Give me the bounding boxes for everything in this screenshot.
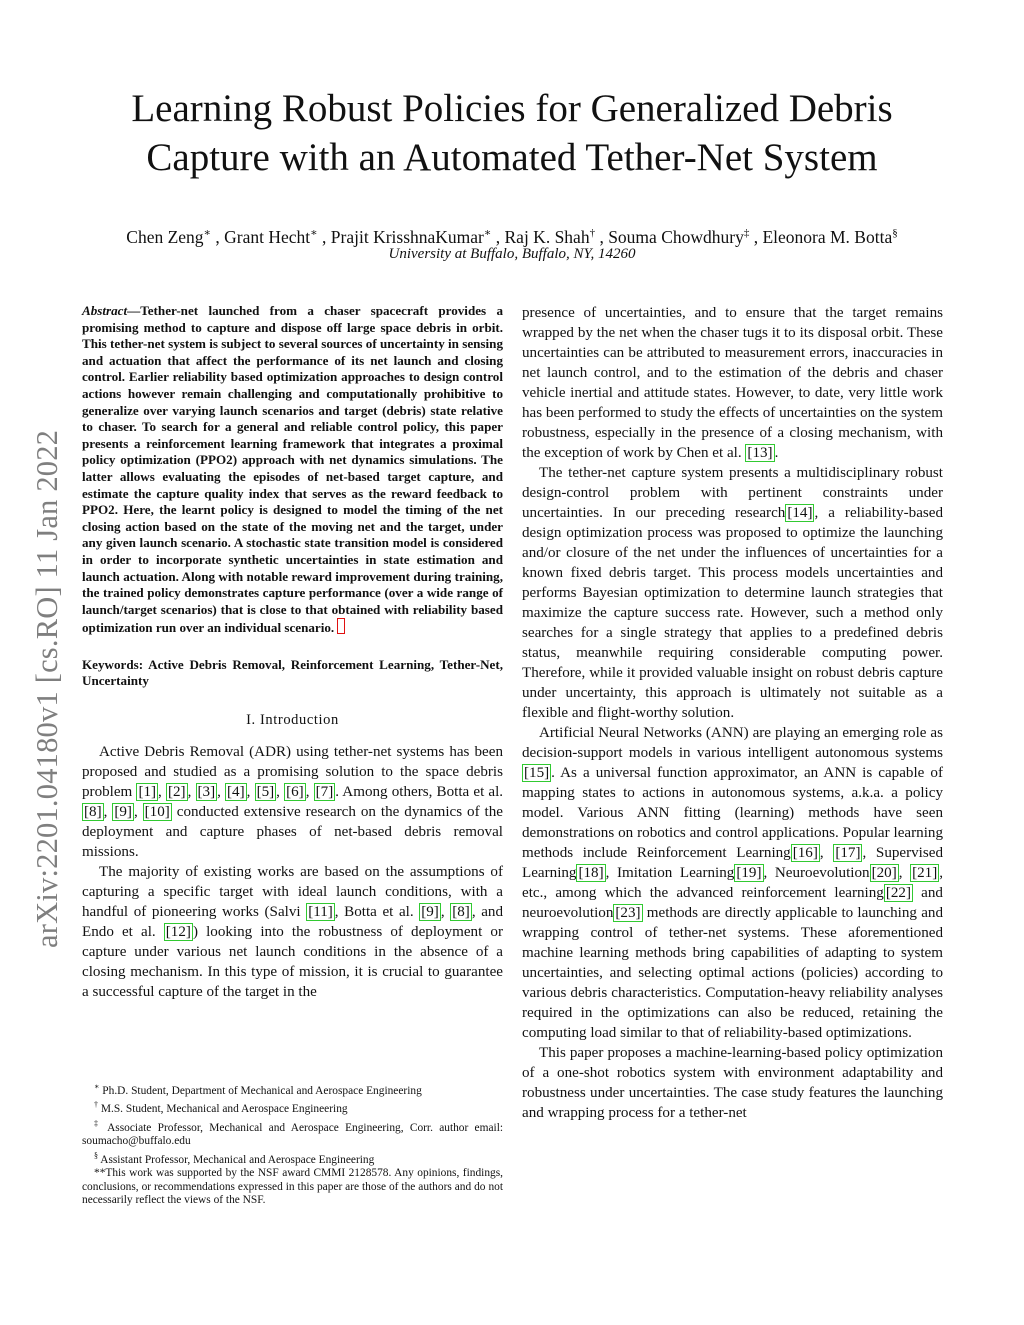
citation-link[interactable]: [15]: [524, 765, 550, 781]
citation-link[interactable]: [13]: [747, 445, 773, 461]
citation-link[interactable]: [21]: [912, 865, 938, 881]
title-line-2: Capture with an Automated Tether-Net System: [146, 136, 878, 179]
citation-link[interactable]: [7]: [315, 784, 334, 801]
author: Raj K. Shah†: [504, 226, 596, 247]
citation-link[interactable]: [1]: [138, 784, 157, 801]
abstract: [82, 303, 503, 637]
citation-link[interactable]: [18]: [578, 865, 604, 881]
author: Chen Zeng∗: [126, 226, 212, 247]
abstract-text: —Tether-net launched from a chaser spacecraft provides a promising method to capture and dispose off large space debris in orbit. This tether-net system is subject to several sources of uncertainty in sensing and actuation that affect the performance of its net launch and closing control. Earlier reliability based optimization approaches to design control actions however remain challenging and computationally prohibitive to generalize over varying launch scenarios and target (debris) state relative to chaser. To search for a general and reliable control policy, this paper presents a reinforcement learning framework that integrates a proximal policy optimization (PPO2) approach with net dynamics simulations. The latter allows evaluating the episodes of net-based target capture, and estimate the capture quality index that serves as the reward feedback to PPO2. Here, the learnt policy is designed to model the timing of the net closing action based on the state of the moving net and the target, under any given launch scenario. A stochastic state transition model is considered in order to incorporate synthetic uncertainties in state estimation and launch actuation. Along with notable reward improvement during training, the trained policy demonstrates capture performance (over a wide range of launch/target scenarios) that is close to that obtained with reliability based optimization run over an individual scenario.: [82, 303, 503, 636]
citation-link[interactable]: [20]: [871, 865, 897, 881]
citation-link[interactable]: [10]: [144, 804, 170, 821]
citation-link[interactable]: [9]: [421, 904, 439, 921]
arxiv-identifier: arXiv:2201.04180v1 [cs.RO] 11 Jan 2022: [30, 429, 64, 948]
author: Eleonora M. Botta§: [762, 226, 898, 247]
author: Souma Chowdhury‡: [608, 226, 750, 247]
footnote: § Assistant Professor, Mechanical and Aerospace Engineering: [94, 1150, 375, 1166]
citation-link[interactable]: [23]: [615, 905, 641, 921]
citation-link[interactable]: [17]: [835, 845, 861, 861]
body-paragraph: presence of uncertainties, and to ensure that the target remains wrapped by the net when the chaser tugs it to its disposal orbit. These uncertainties can be attributed to measurement errors, inaccuracies in net launch control, and to the estimation of the debris and chaser vehicle inertial and attitude states. However, to date, very little work has been performed to study the effects of uncertainties on the system robustness, especially in the presence of a closing mechanism, with the exception of work by Chen et al. [13] .: [522, 305, 943, 461]
footnote: ∗ Ph.D. Student, Department of Mechanical and Aerospace Engineering: [94, 1082, 422, 1097]
citation-link[interactable]: [12]: [165, 924, 191, 941]
citation-link[interactable]: [8]: [84, 804, 102, 821]
footnote: **This work was supported by the NSF award CMMI 2128578. Any opinions, findings, conclusions, or recommendations expressed in this paper are those of the authors and do not necessarily reflect the views of the NSF.: [82, 1167, 503, 1207]
citation-link-box[interactable]: [337, 618, 345, 634]
left-column: [82, 303, 503, 1002]
citation-link[interactable]: [16]: [792, 845, 818, 861]
citation-link[interactable]: [5]: [256, 784, 275, 801]
author: Grant Hecht∗: [224, 226, 318, 247]
right-column: [522, 303, 943, 1123]
citation-link[interactable]: [6]: [286, 784, 304, 801]
footnote: † M.S. Student, Mechanical and Aerospace Engineering: [94, 1100, 348, 1116]
citation-link[interactable]: [14]: [787, 505, 813, 521]
body-paragraph: Artificial Neural Networks (ANN) are playing an emerging role as decision-support models in various intelligent autonomous systems [15] . As a universal function approximator, an ANN is capable of mapping states to actions in autonomous systems, a.k.a. a policy model. Various ANN fitting (learning) methods have seen demonstrations on robotics and control applications. Popular learning methods include Reinforcement Learning [16] , [17] , Supervised Learning [18] , Imitation Learning [19] , Neuroevolution [20] , [21] , etc., among which the advanced reinforcement learning [22] and neuroevolution [23] methods are directly applicable to launching and wrapping control of tether-net systems. These aforementioned machine learning methods bring capabilities of adapting to system uncertainties, and selecting optimal actions (policies) according to various debris characteristics. Computation-heavy reliability analyses required in the optimizations can also be reduced, retaining the computing load similar to that of reliability-based optimizations.: [522, 725, 944, 1041]
body-paragraph: The tether-net capture system presents a multidisciplinary robust design-control problem with pertinent constraints under uncertainties. In our preceding research [14] , a reliability-based design optimization process was proposed to optimize the launching and/or closure of the net under the influences of uncertainties for a known fixed debris target. This process models uncertainties and performs Bayesian optimization to determine launch strategies that maximize the capture success rate. However, such a method only searches for a single strategy that applies to a predefined debris status, meanwhile requiring considerable computing power. Therefore, while it provided valuable insight on robust debris capture under uncertainty, this approach is ultimately not suitable as a flexible and flight-worthy solution.: [522, 465, 944, 721]
citation-link[interactable]: [19]: [736, 865, 762, 881]
author: Prajit KrisshnaKumar∗: [330, 226, 492, 247]
citation-link[interactable]: [8]: [452, 904, 470, 921]
citation-link[interactable]: [11]: [308, 904, 333, 921]
affiliation: University at Buffalo, Buffalo, NY, 14260: [388, 246, 636, 262]
citation-link[interactable]: [3]: [197, 784, 216, 801]
citation-link[interactable]: [4]: [227, 784, 245, 801]
citation-link[interactable]: [22]: [885, 885, 911, 901]
citation-link[interactable]: [9]: [114, 804, 132, 821]
title-line-1: Learning Robust Policies for Generalized Debris: [131, 87, 893, 130]
paper-title: [60, 84, 964, 182]
keywords: Keywords: Active Debris Removal, Reinforcement Learning, Tether-Net, Uncertainty: [82, 656, 503, 689]
footnotes: [82, 1080, 503, 1208]
abstract-label: Abstract: [82, 303, 128, 318]
intro-paragraph: The majority of existing works are based on the assumptions of capturing a specific target with ideal launch conditions, with a handful of pioneering works (Salvi [11] , Botta et al. [9] , [8] , and Endo et al. [12] ) looking into the robustness of deployment or capture under various net launch conditions in the absence of a closing mechanism. In this type of mission, it is crucial to guarantee a successful capture of the target in the: [82, 864, 503, 1001]
intro-paragraph: Active Debris Removal (ADR) using tether-net systems has been proposed and studied as a promising solution to the space debris problem [1] , [2] , [3] , [4] , [5] , [6] , [7] . Among others, Botta et al. [8] , [9] , [10] conducted extensive research on the dynamics of the deployment and capture phases of net-based debris removal missions.: [82, 744, 504, 861]
section-heading-introduction: I. Introduction: [246, 712, 339, 729]
footnote: ‡ Associate Professor, Mechanical and Aerospace Engineering, Corr. author email: soumacho@buffalo.edu: [82, 1118, 504, 1148]
author-list: Chen Zeng∗ , Grant Hecht∗ , Prajit KrisshnaKumar∗ , Raj K. Shah† , Souma Chowdhury‡ , Eleonora M. Botta§: [126, 226, 898, 247]
body-paragraph: This paper proposes a machine-learning-based policy optimization of a one-shot robotics system with environment adaptability and robustness under uncertainties. The case study features the launching and wrapping process for a tether-net: [522, 1045, 943, 1121]
citation-link[interactable]: [2]: [167, 784, 186, 801]
